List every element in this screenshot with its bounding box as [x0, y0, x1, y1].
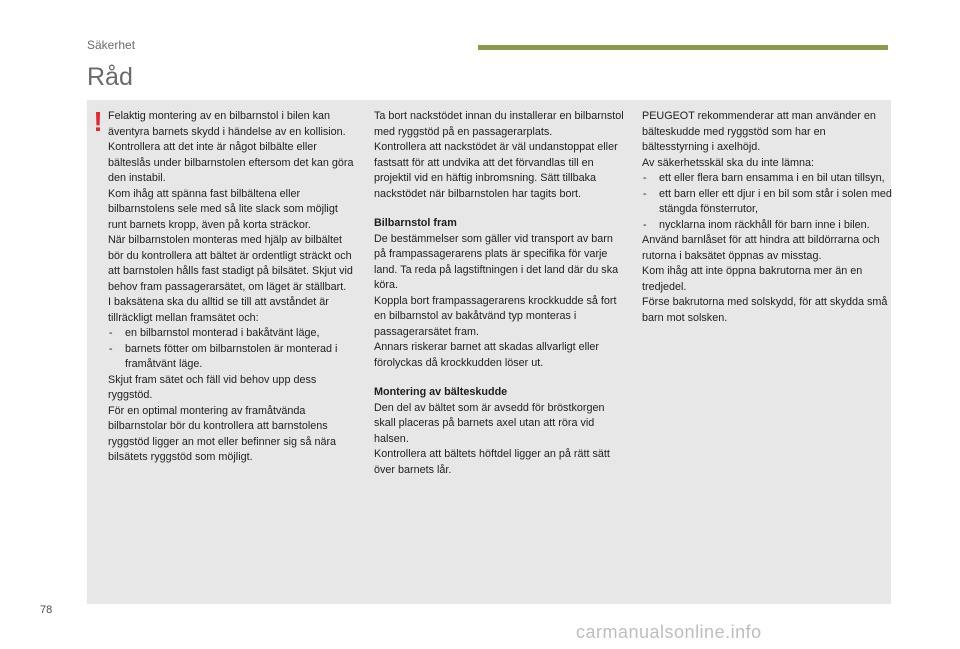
page-number: 78: [40, 604, 53, 616]
paragraph: Ta bort nackstödet innan du installerar en bilbarnstol med ryggstöd på en passagerarplats.: [374, 110, 624, 138]
subheading-booster-cushion: Montering av bälteskudde: [374, 386, 508, 398]
paragraph: Förse bakrutorna med solskydd, för att skydda små barn mot solsken.: [642, 296, 888, 324]
paragraph: Skjut fram sätet och fäll vid behov upp dess ryggstöd.: [108, 373, 317, 401]
paragraph: PEUGEOT rekommenderar att man använder en bälteskudde med ryggstöd som har en bältesstyrning i axelhöjd.: [642, 110, 876, 153]
section-label: Säkerhet: [87, 38, 136, 52]
paragraph: För en optimal montering av framåtvända bilbarnstolar bör du kontrollera att barnstolens ryggstöd ligger an mot eller befinner sig så nära bilsätets ryggstöd som möjligt.: [108, 404, 337, 463]
paragraph: I baksätena ska du alltid se till att avståndet är tillräckligt mellan framsätet och:: [108, 296, 329, 324]
paragraph: Använd barnlåset för att hindra att bildörrarna och rutorna i baksätet öppnas av misstag.: [642, 234, 880, 262]
section-accent-bar: [478, 45, 888, 50]
paragraph: Kontrollera att det inte är något bilbälte eller bälteslås under bilbarnstolen eftersom det kan göra den instabil.: [108, 141, 354, 184]
subheading-child-seat-front: Bilbarnstol fram: [374, 217, 457, 229]
list-item: - ett eller flera barn ensamma i en bil utan tillsyn,: [642, 171, 892, 187]
paragraph: Kontrollera att nackstödet är väl undanstoppat eller fastsatt för att undvika att det förvandlas till en projektil vid en häftig inbromsning. Sätt tillbaka nackstödet när bilbarnstolen har tagits bort.: [374, 141, 618, 200]
column-2: [374, 109, 626, 478]
paragraph: Kom ihåg att inte öppna bakrutorna mer än en tredjedel.: [642, 265, 863, 293]
paragraph: När bilbarnstolen monteras med hjälp av bilbältet bör du kontrollera att bältet är ordentligt sträckt och att barnstolen hålls fast stadigt på bilsätet. Skjut vid behov fram passagerarsätet, om läget är ställbart.: [108, 234, 353, 293]
paragraph: Av säkerhetsskäl ska du inte lämna:: [642, 156, 815, 169]
paragraph: Felaktig montering av en bilbarnstol i bilen kan äventyra barnets skydd i händelse av en kollision.: [108, 110, 346, 138]
paragraph: Koppla bort frampassagerarens krockkudde så fort en bilbarnstol av bakåtvänd typ monteras i passagerarsätet fram.: [374, 294, 617, 338]
column-1: [108, 109, 354, 466]
watermark: carmanualsonline.info: [576, 622, 762, 642]
list-item: - en bilbarnstol monterad i bakåtvänt läge,: [108, 326, 354, 342]
paragraph: De bestämmelser som gäller vid transport av barn på frampassagerarens plats är specifika för varje land. Ta reda på lagstiftningen i det land där du ska köra.: [374, 232, 619, 291]
dash-list: [108, 326, 354, 373]
exclamation-icon: !: [93, 106, 103, 137]
list-item: - barnets fötter om bilbarnstolen är monterad i framåtvänt läge.: [108, 342, 354, 373]
page-title: Råd: [87, 63, 133, 91]
list-item: - nycklarna inom räckhåll för barn inne i bilen.: [642, 218, 892, 234]
paragraph: Annars riskerar barnet att skadas allvarligt eller förolyckas då krockkudden löser ut.: [374, 341, 600, 369]
dash-list: [642, 171, 892, 233]
paragraph: Den del av bältet som är avsedd för bröstkorgen skall placeras på barnets axel utan att röra vid halsen.: [374, 401, 605, 445]
paragraph: Kontrollera att bältets höftdel ligger an på rätt sätt över barnets lår.: [374, 448, 610, 476]
list-item: - ett barn eller ett djur i en bil som står i solen med stängda fönsterrutor,: [642, 187, 892, 218]
column-3: [642, 109, 892, 326]
paragraph: Kom ihåg att spänna fast bilbältena eller bilbarnstolens sele med så lite slack som möjligt runt barnets kropp, även på korta sträckor.: [108, 187, 338, 231]
